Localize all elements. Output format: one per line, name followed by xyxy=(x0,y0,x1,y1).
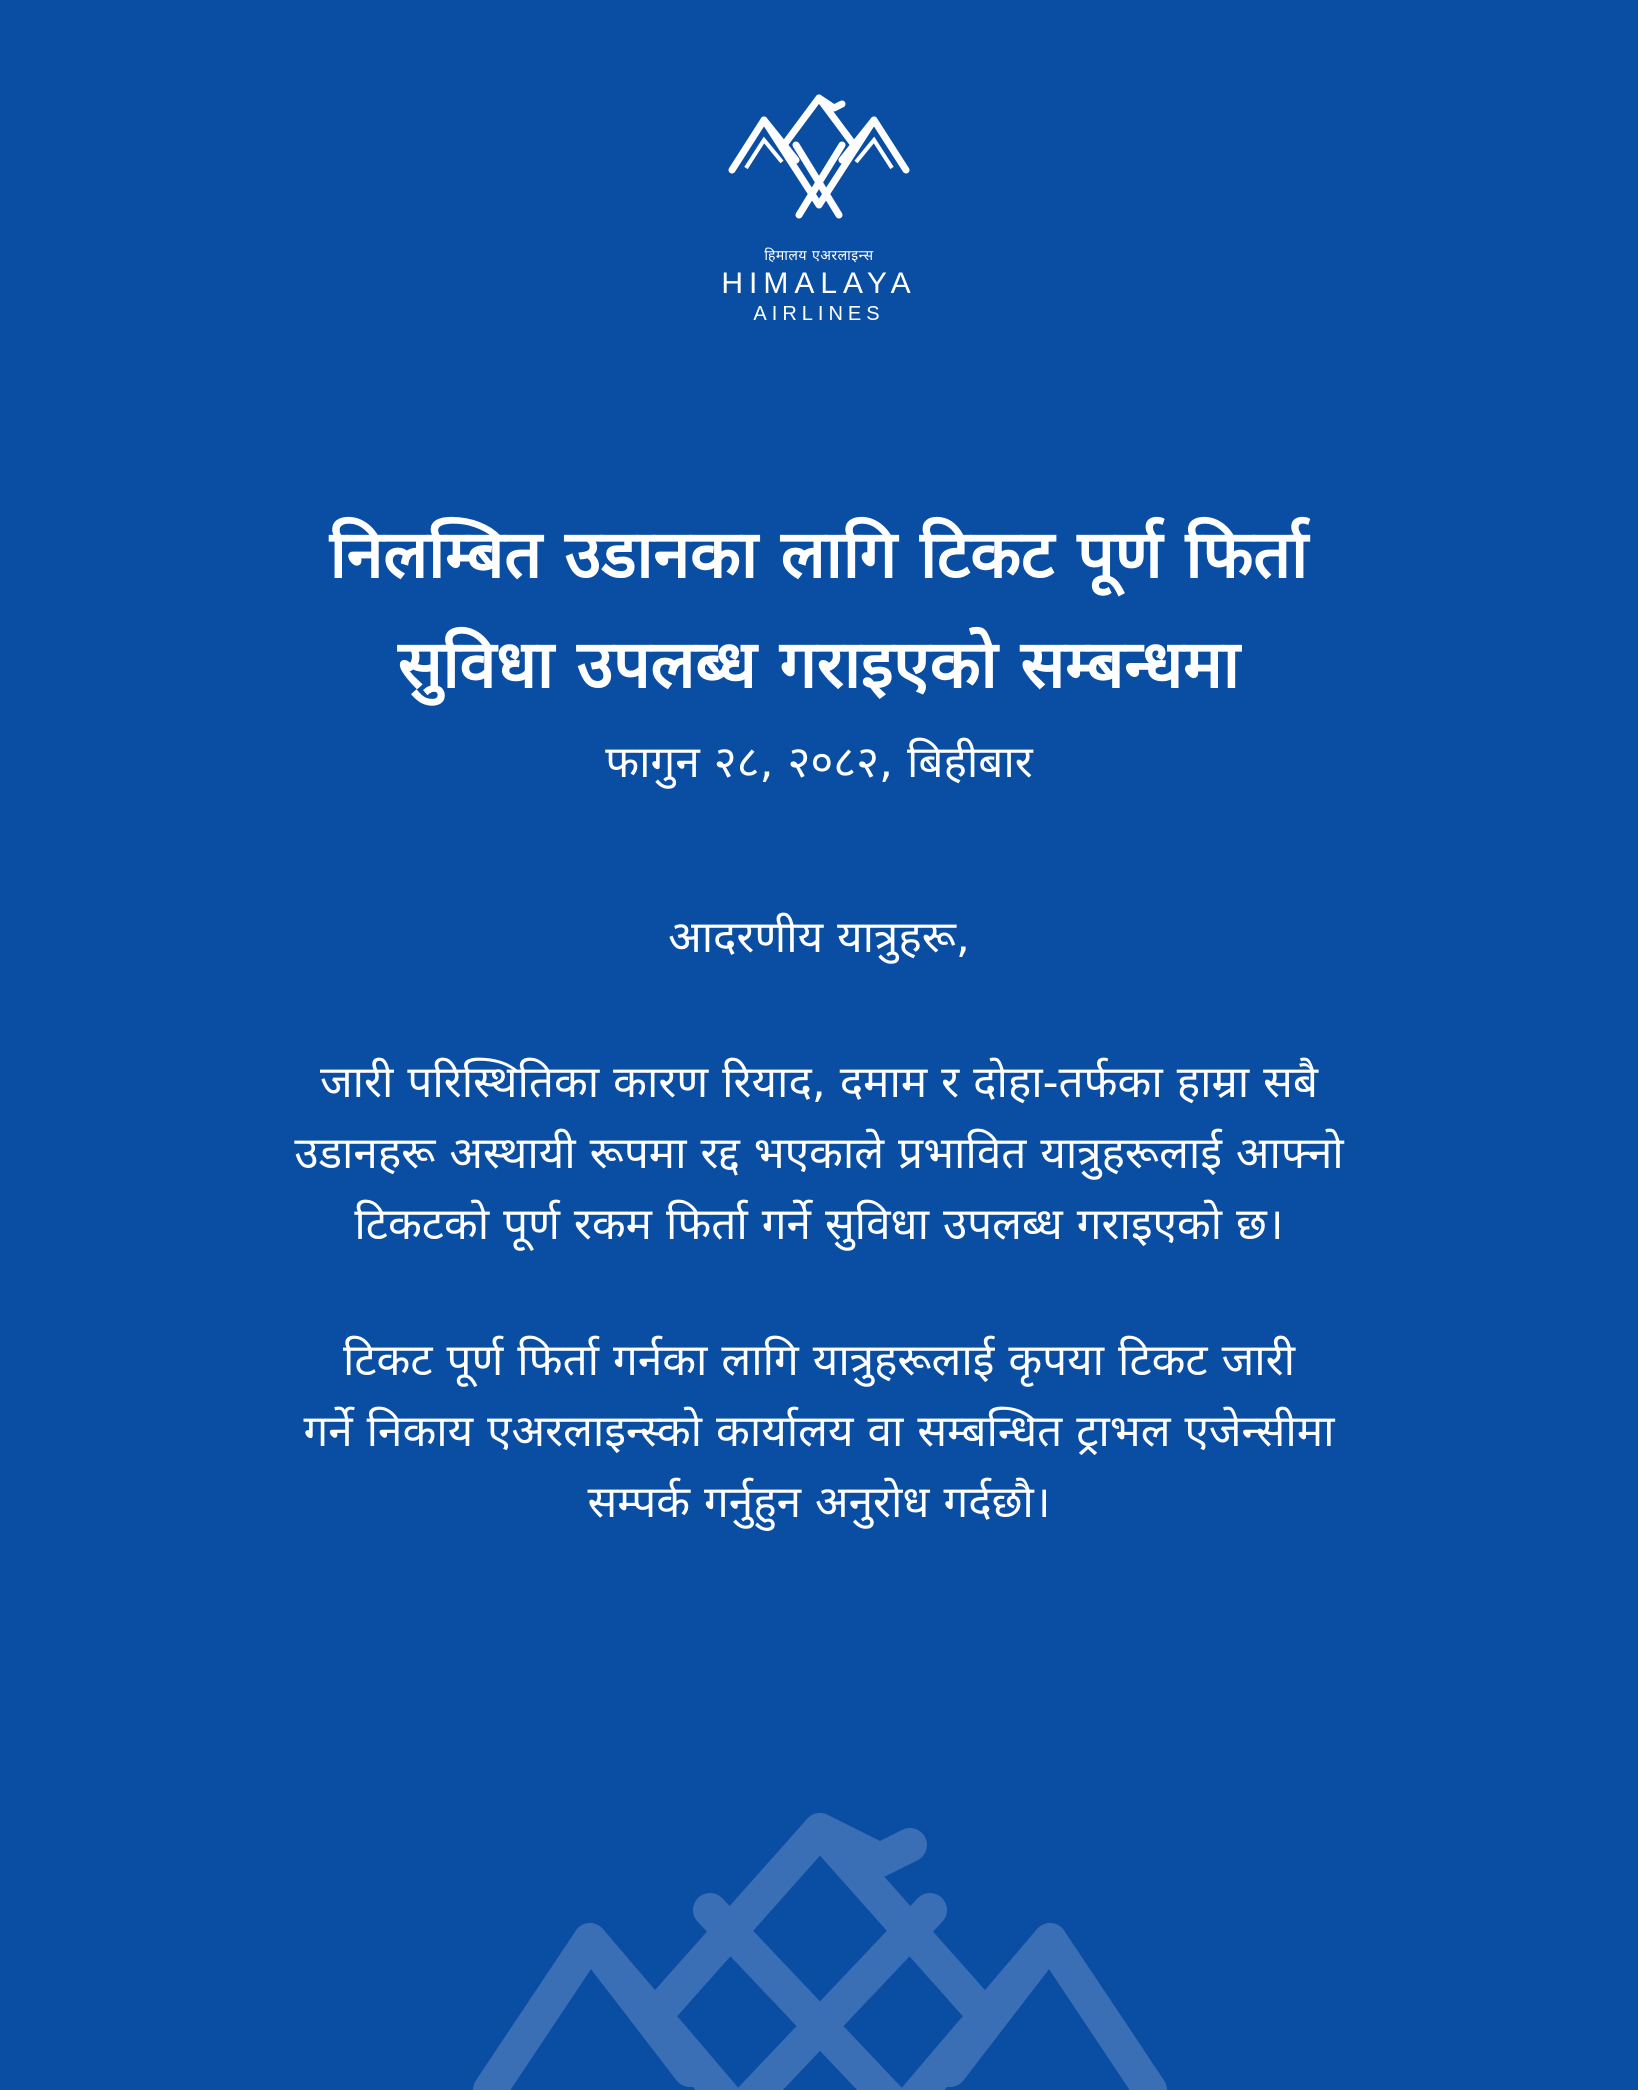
himalaya-mountain-bird-logo-icon xyxy=(724,90,914,240)
himalaya-watermark-icon xyxy=(460,1790,1180,2090)
paragraph-line: टिकट पूर्ण फिर्ता गर्नका लागि यात्रुहरूलाई कृपया टिकट जारी xyxy=(342,1335,1296,1386)
brand-name-devanagari: हिमालय एअरलाइन्स xyxy=(764,248,874,264)
brand-subtitle: AIRLINES xyxy=(753,303,885,325)
paragraph-line: गर्ने निकाय एअरलाइन्स्को कार्यालय वा सम्बन्धित ट्राभल एजेन्सीमा xyxy=(303,1406,1335,1457)
title-line: सुविधा उपलब्ध गराइएको सम्बन्धमा xyxy=(398,626,1240,703)
brand-logo xyxy=(0,90,1638,326)
paragraph-line: सम्पर्क गर्नुहुन अनुरोध गर्दछौ। xyxy=(587,1477,1051,1528)
notice-date: फागुन २८, २०८२, बिहीबार xyxy=(605,737,1033,788)
paragraph-line: टिकटको पूर्ण रकम फिर्ता गर्ने सुविधा उपलब्ध गराइएको छ। xyxy=(354,1199,1284,1250)
paragraph-line: जारी परिस्थितिका कारण रियाद, दमाम र दोहा-तर्फका हाम्रा सबै xyxy=(319,1057,1319,1108)
salutation: आदरणीय यात्रुहरू, xyxy=(668,912,970,963)
paragraph-contact-request xyxy=(80,1325,1558,1538)
paragraph-refund-facility xyxy=(80,1047,1558,1260)
paragraph-line: उडानहरू अस्थायी रूपमा रद्द भएकाले प्रभावित यात्रुहरूलाई आफ्नो xyxy=(294,1128,1344,1179)
notice-title xyxy=(80,500,1558,720)
title-line: निलम्बित उडानका लागि टिकट पूर्ण फिर्ता xyxy=(329,516,1309,593)
brand-name: HIMALAYA xyxy=(721,267,917,300)
